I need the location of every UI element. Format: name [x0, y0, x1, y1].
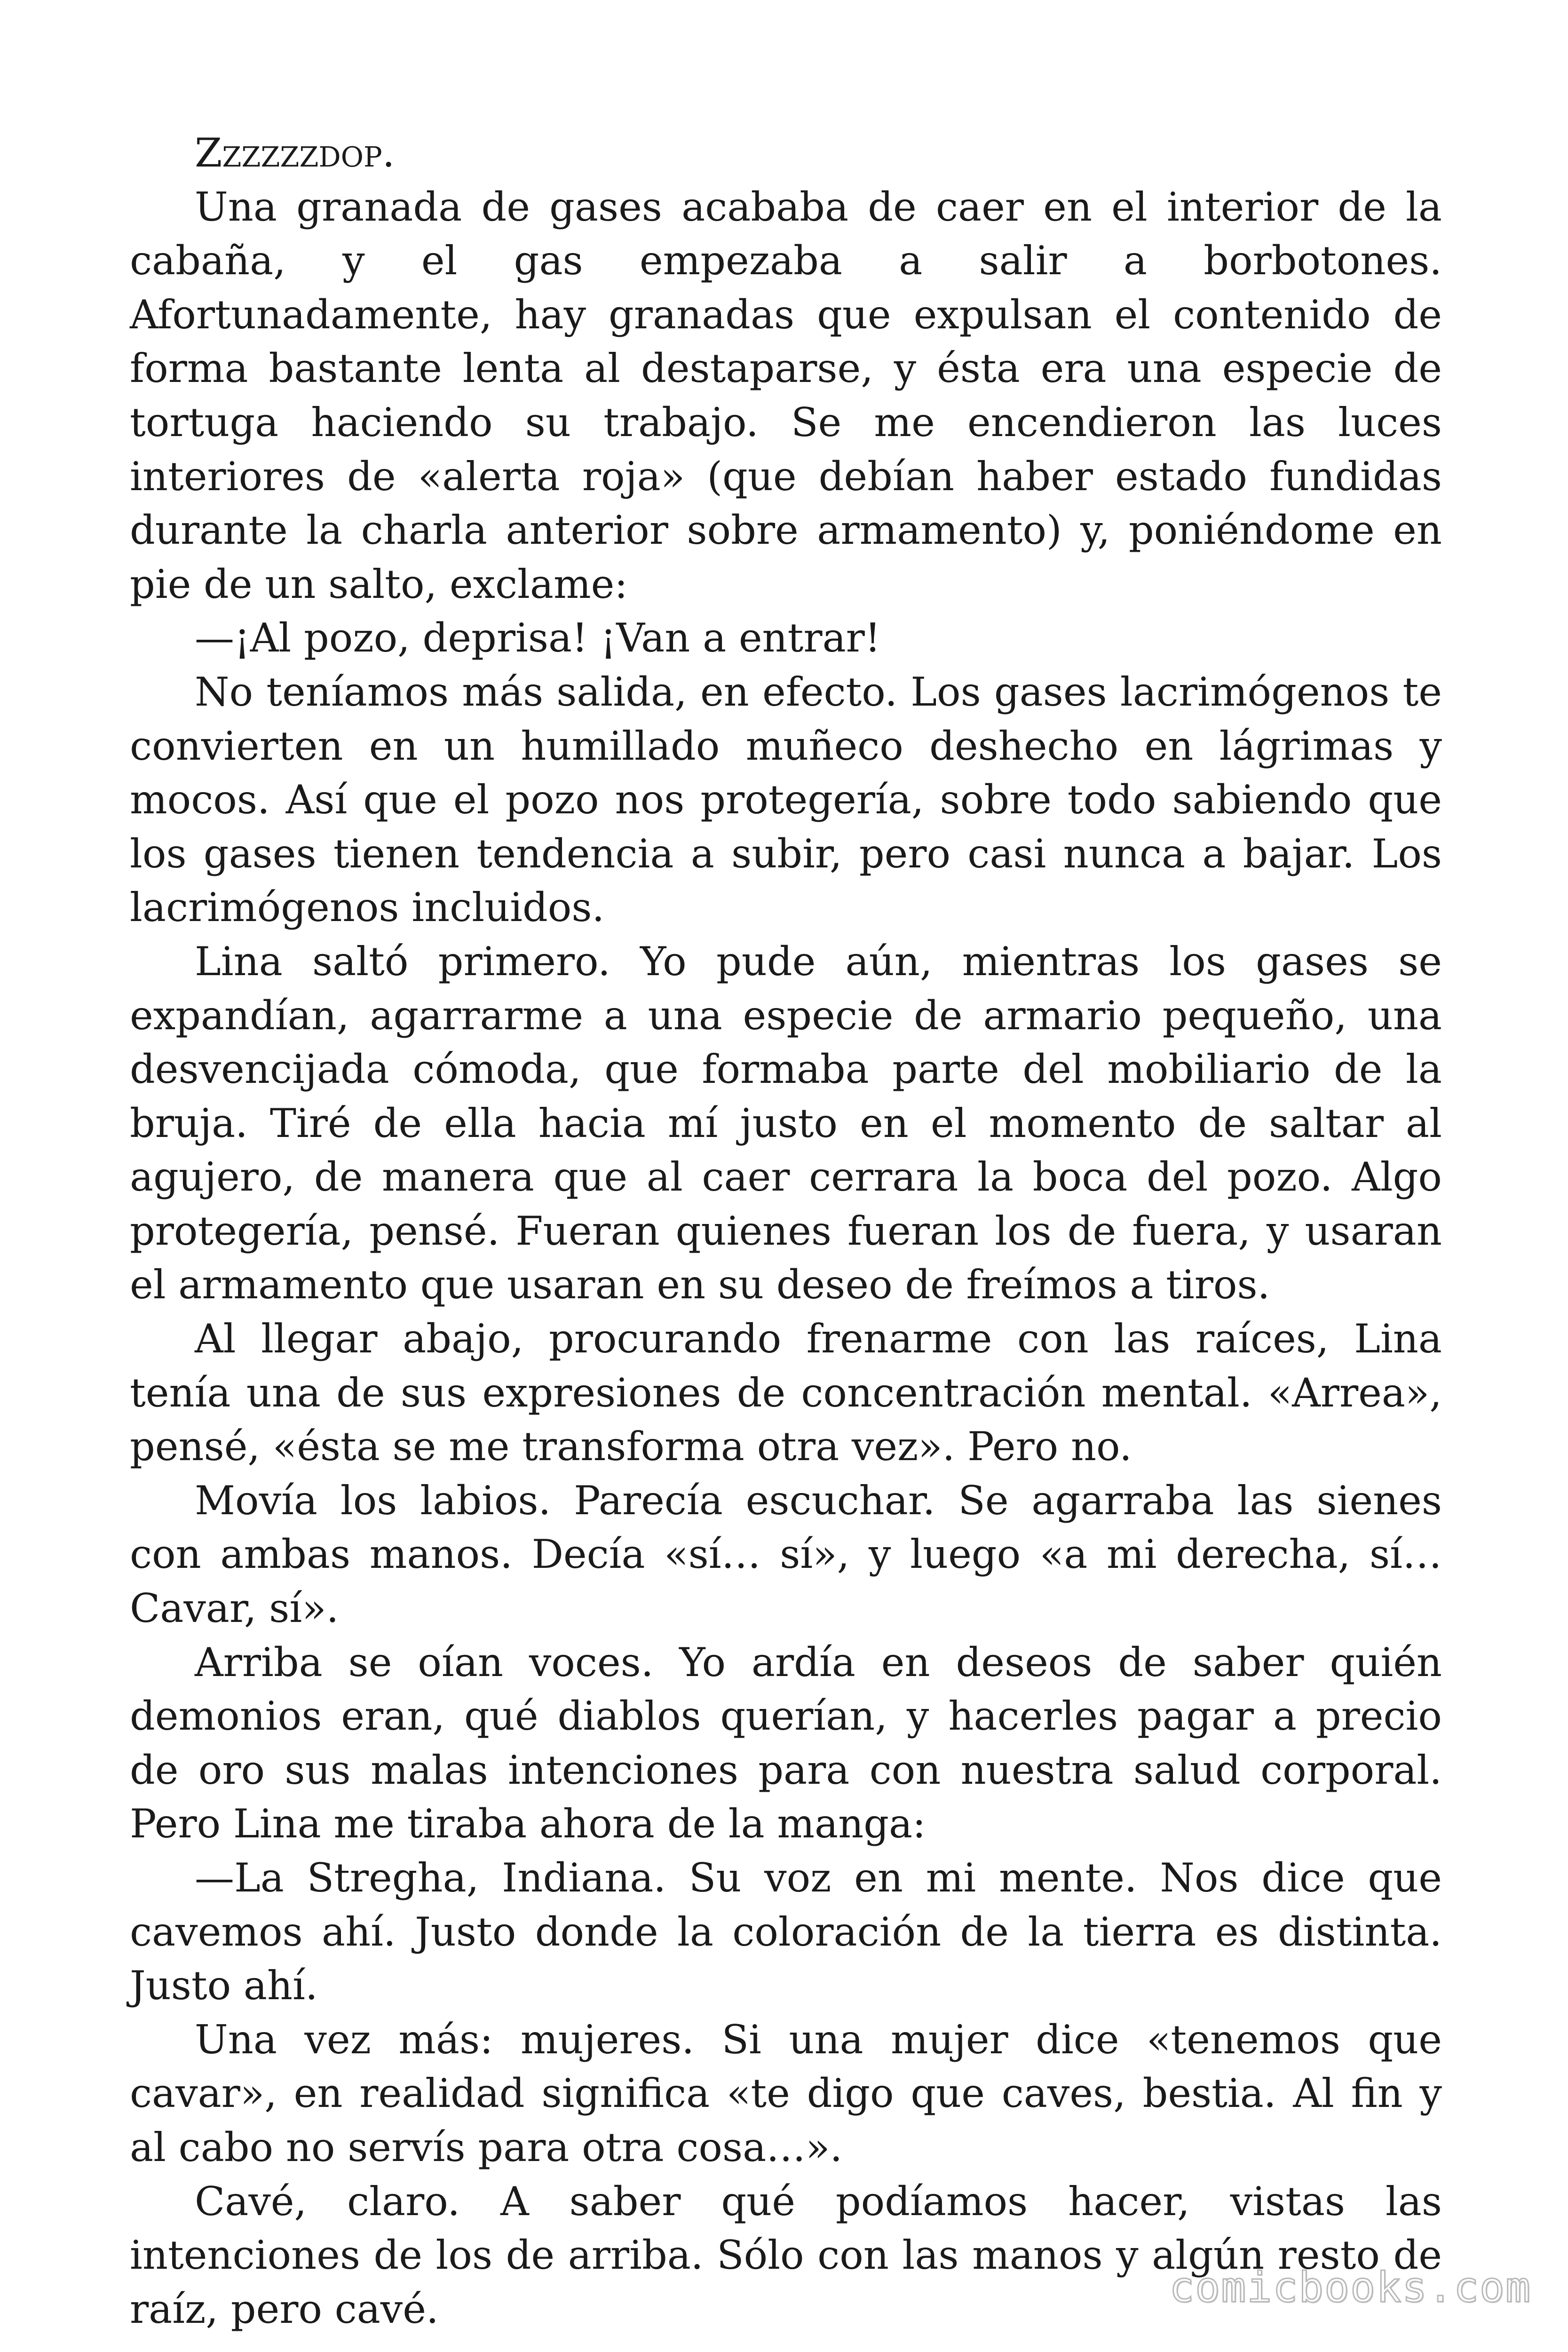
dialogue-paragraph: —La Stregha, Indiana. Su voz en mi mente. Nos dice que cavemos ahí. Justo donde la coloración de la tierra es distinta. Justo ahí. [130, 1855, 1442, 2009]
paragraph: Al llegar abajo, procurando frenarme con las raíces, Lina tenía una de sus expresiones de concentración mental. «Arrea», pensé, «ésta se me transforma otra vez». Pero no. [130, 1316, 1442, 1470]
paragraph: Arriba se oían voces. Yo ardía en deseos de saber quién demonios eran, qué diablos querían, y hacerles pagar a precio de oro sus malas intenciones para con nuestra salud corporal. Pero Lina me tiraba ahora de la manga: [130, 1639, 1442, 1847]
site-watermark: comicbooks.com [1169, 2263, 1531, 2312]
dialogue-paragraph: —¡Al pozo, deprisa! ¡Van a entrar! [195, 615, 881, 661]
paragraph: Lina saltó primero. Yo pude aún, mientras los gases se expandían, agarrarme a una especie de armario pequeño, una desvencijada cómoda, que formaba parte del mobiliario de la bruja. Tiré de ella hacia mí justo en el momento de saltar al agujero, de manera que al caer cerrara la boca del pozo. Algo protegería, pensé. Fueran quienes fueran los de fuera, y usaran el armamento que usaran en su deseo de freímos a tiros. [130, 938, 1442, 1308]
paragraph: Cavé, claro. A saber qué podíamos hacer, vistas las intenciones de los de arriba. Sólo con las manos y algún resto de raíz, pero cavé. [130, 2178, 1442, 2332]
paragraph: Una granada de gases acababa de caer en el interior de la cabaña, y el gas empezaba a salir a borbotones. Afortunadamente, hay granadas que expulsan el contenido de forma bastante lenta al destaparse, y ésta era una especie de tortuga haciendo su trabajo. Se me encendieron las luces interiores de «alerta roja» (que debían haber estado fundidas durante la charla anterior sobre armamento) y, poniéndome en pie de un salto, exclame: [130, 183, 1442, 607]
opening-sound-effect: Zzzzzzdop. [195, 130, 395, 176]
paragraph: Una vez más: mujeres. Si una mujer dice «tenemos que cavar», en realidad significa «te digo que caves, bestia. Al fin y al cabo no servís para otra cosa…». [130, 2016, 1442, 2170]
paragraph: Movía los labios. Parecía escuchar. Se agarraba las sienes con ambas manos. Decía «sí… sí», y luego «a mi derecha, sí… Cavar, sí». [130, 1477, 1442, 1632]
paragraph: No teníamos más salida, en efecto. Los gases lacrimógenos te convierten en un humillado muñeco deshecho en lágrimas y mocos. Así que el pozo nos protegería, sobre todo sabiendo que los gases tienen tendencia a subir, pero casi nunca a bajar. Los lacrimógenos incluidos. [130, 668, 1442, 931]
book-page-text [130, 126, 1442, 2336]
